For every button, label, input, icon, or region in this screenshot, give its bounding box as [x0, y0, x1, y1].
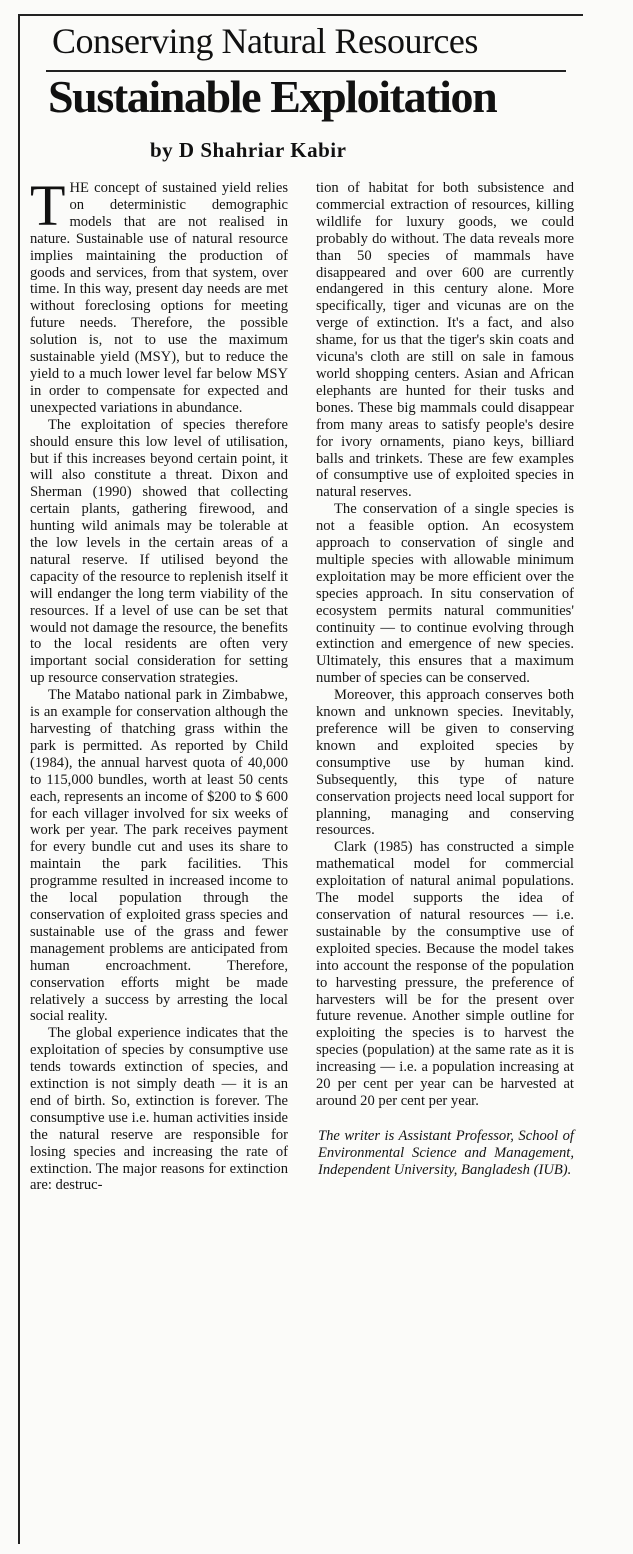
author-credit: The writer is Assistant Professor, School of Environmental Science and Management, Independent University, Bangladesh (IUB). [318, 1127, 574, 1178]
paragraph-7: Moreover, this approach conserves both known and unknown species. Inevitably, preference will be given to conserving known and exploited species by consumptive use by human kind. Subsequently, this type of nature conservation projects need local support for planning, managing and conserving resources. [316, 687, 574, 839]
paragraph-1-text: HE concept of sustained yield relies on deterministic demographic models that are not realised in nature. Sustainable use of natural resource implies maintaining the production of goods and services, from that system, over time. In this way, present day needs are met without foreclosing options for meeting future needs. Therefore, the possible solution is, not to use the maximum sustainable yield (MSY), but to reduce the yield to a much lower level far below MSY in order to compensate for expected and unexpected variations in abundance. [30, 180, 288, 416]
paragraph-2: The exploitation of species therefore should ensure this low level of utilisation, but if this increases beyond certain point, it will also constitute a threat. Dixon and Sherman (1990) showed that collecting certain plants, gathering firewood, and hunting wild animals may be tolerable at the low levels in the certain areas of a natural reserve. If utilised beyond the capacity of the resource to replenish itself it will endanger the long term viability of the resources. If a level of use can be set that would not damage the resource, the benefits to the local residents are often very important social consideration for setting up resource conservation strategies. [30, 416, 288, 687]
top-border-rule [18, 14, 583, 16]
kicker-heading: Conserving Natural Resources [52, 21, 478, 61]
paragraph-3: The Matabo national park in Zimbabwe, is an example for conservation although the harvesting of thatching grass within the park is permitted. As reported by Child (1984), the annual harvest quota of 40,000 to 115,000 bundles, worth at least 50 cents each, represents an income of $200 to $ 600 for each villager involved for six weeks of work per year. The park receives payment for every bundle cut and uses its share to maintain the park facilities. This programme resulted in increased income to the local population through the conservation of exploited grass species and sustainable use of the grass and fewer management problems are anticipated from human encroachment. Therefore, conservation efforts might be made relatively a success by arresting the local social reality. [30, 687, 288, 1025]
paragraph-8: Clark (1985) has constructed a simple mathematical model for commercial exploitation of natural animal populations. The model supports the idea of conservation of natural resources — i.e. sustainable by the consumptive use of exploited species. Because the model takes into account the response of the population to harvesting pressure, the preference of harvesters will be for the present over future revenue. Another simple outline for exploiting the species is to harvest the species (population) at the same rate as it is increasing — i.e. a population increasing at 20 per cent per year can be harvested at around 20 per cent per year. [316, 839, 574, 1109]
paragraph-1 [30, 173, 288, 417]
column-right [316, 180, 574, 1179]
left-border-rule [18, 14, 20, 1544]
article-title: Sustainable Exploitation [48, 71, 497, 122]
paragraph-5: tion of habitat for both subsistence and commercial extraction of resources, killing wildlife for luxury goods, we could probably do without. The data reveals more than 50 species of mammals have disappeared and over 600 are currently endangered in this century alone. More specifically, tiger and vicunas are on the verge of extinction. It's a fact, and also shame, for us that the tiger's skin coats and vicuna's cloth are still on sale in famous world shopping centers. Asian and African elephants are hunted for their tusks and bones. These big mammals could disappear from many areas to satisfy people's desire for ivory ornaments, piano keys, billiard balls and trinkets. These are few examples of consumptive use of exploited species in natural reserves. [316, 180, 574, 501]
paragraph-4: The global experience indicates that the exploitation of species by consumptive use tends towards extinction of species, and extinction is not simply death — it is an end of birth. So, extinction is forever. The consumptive use i.e. human activities inside the natural reserve are responsible for losing species and increasing the rate of extinction. The major reasons for extinction are: destruc- [30, 1025, 288, 1194]
drop-cap: T [30, 173, 66, 238]
paragraph-6: The conservation of a single species is not a feasible option. An ecosystem approach to conservation of single and multiple species with allowable minimum exploitation may be more efficient over the species approach. In situ conservation of ecosystem permits natural communities' continuity — to continue evolving through extinction and emergence of new species. Ultimately, this ensures that a maximum number of species can be conserved. [316, 501, 574, 687]
byline: by D Shahriar Kabir [150, 138, 347, 162]
column-left [30, 173, 288, 1194]
